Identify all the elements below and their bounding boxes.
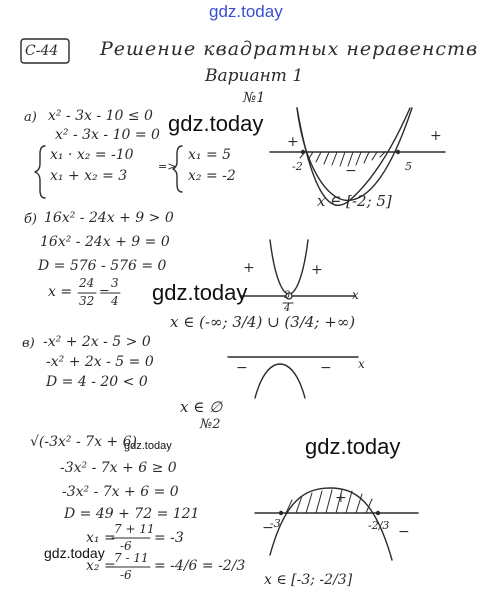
graph-a-plus-left: + xyxy=(287,134,299,150)
graph-b-plus-left: + xyxy=(243,260,255,276)
graph-a-root-right: 5 xyxy=(405,160,412,173)
watermark-4: gdz.today xyxy=(124,440,172,452)
problem-2-number: №2 xyxy=(200,417,221,432)
part-v-label: в) xyxy=(22,336,35,351)
part-a-answer: x ∈ [-2; 5] xyxy=(317,192,392,210)
part-b-frac2-num: 3 xyxy=(111,276,119,290)
part-a-vieta-1: x₁ · x₂ = -10 xyxy=(50,147,134,163)
header-title: Решение квадратных неравенств xyxy=(100,38,479,60)
problem-2-x1-num: 7 + 11 xyxy=(114,522,155,536)
part-b-label: б) xyxy=(24,212,38,227)
watermark-3: gdz.today xyxy=(305,434,401,459)
part-v-answer: x ∈ ∅ xyxy=(180,398,223,416)
part-v-discriminant: D = 4 - 20 < 0 xyxy=(46,374,148,390)
graph-b-point-num: 3 xyxy=(284,290,291,301)
graph-p2-plus: + xyxy=(335,490,347,506)
part-a-inequality: x² - 3x - 10 ≤ 0 xyxy=(48,108,153,124)
part-b-answer: x ∈ (-∞; 3/4) ∪ (3/4; +∞) xyxy=(170,313,356,331)
part-v-equation: -x² + 2x - 5 = 0 xyxy=(46,354,154,370)
part-a-system-brace xyxy=(35,146,45,198)
part-b-frac2-den: 4 xyxy=(111,294,119,308)
header-number: №1 xyxy=(243,90,266,106)
problem-2-x1-lhs: x₁ = xyxy=(86,530,116,546)
part-a-root-1: x₁ = 5 xyxy=(188,147,232,163)
problem-2-condition: -3x² - 7x + 6 ≥ 0 xyxy=(60,460,177,476)
header-label: C-44 xyxy=(25,43,59,59)
watermark-top: gdz.today xyxy=(209,2,283,21)
part-a-root-2: x₂ = -2 xyxy=(188,168,236,184)
graph-v-minus-right: − xyxy=(320,360,332,376)
graph-part-a xyxy=(270,108,445,205)
graph-p2-minus-left: − xyxy=(262,520,274,536)
graph-p2-minus-right: − xyxy=(398,524,410,540)
part-v-inequality: -x² + 2x - 5 > 0 xyxy=(43,334,151,350)
problem-2-x2-num: 7 - 11 xyxy=(114,551,149,565)
graph-part-b xyxy=(240,240,355,299)
graph-b-plus-right: + xyxy=(311,262,323,278)
graph-a-plus-right: + xyxy=(430,128,442,144)
graph-p2-root-right: -2/3 xyxy=(368,519,390,532)
part-b-root-lhs: x = xyxy=(48,284,73,300)
part-a-equation: x² - 3x - 10 = 0 xyxy=(55,127,160,143)
part-b-frac1-den: 32 xyxy=(79,294,95,308)
part-a-vieta-2: x₁ + x₂ = 3 xyxy=(50,168,128,184)
part-b-equation: 16x² - 24x + 9 = 0 xyxy=(40,234,170,250)
graph-a-root-left: -2 xyxy=(292,160,303,173)
watermark-2: gdz.today xyxy=(152,280,248,305)
part-b-frac1-num: 24 xyxy=(79,276,95,290)
watermark-5: gdz.today xyxy=(44,545,105,561)
graph-b-axis: x xyxy=(352,288,359,302)
part-b-root-eq: = xyxy=(99,285,110,300)
watermark-1: gdz.today xyxy=(168,111,264,136)
part-b-discriminant: D = 576 - 576 = 0 xyxy=(38,258,167,274)
problem-2-equation: -3x² - 7x + 6 = 0 xyxy=(62,484,179,500)
header-variant: Вариант 1 xyxy=(205,66,304,86)
graph-v-minus-left: − xyxy=(236,360,248,376)
problem-2-x2-lhs: x₂ = xyxy=(86,558,116,574)
graph-v-axis: x xyxy=(358,357,365,371)
part-a-arrow: => xyxy=(158,160,177,173)
problem-2-x2-den: -6 xyxy=(120,568,132,582)
graph-b-point-den: 4 xyxy=(284,303,291,314)
problem-2-x1-den: -6 xyxy=(120,539,132,553)
graph-a-minus: − xyxy=(345,163,357,179)
problem-2-x1-result: = -3 xyxy=(154,530,184,546)
part-a-label: а) xyxy=(24,110,37,125)
problem-2-x2-result: = -4/6 = -2/3 xyxy=(154,558,246,574)
graph-p2-root-left: -3 xyxy=(270,517,281,530)
problem-2-expression: √(-3x² - 7x + 6) xyxy=(30,434,137,450)
problem-2-discriminant: D = 49 + 72 = 121 xyxy=(64,506,200,522)
part-b-inequality: 16x² - 24x + 9 > 0 xyxy=(44,210,174,226)
problem-2-answer: x ∈ [-3; -2/3] xyxy=(264,572,353,588)
